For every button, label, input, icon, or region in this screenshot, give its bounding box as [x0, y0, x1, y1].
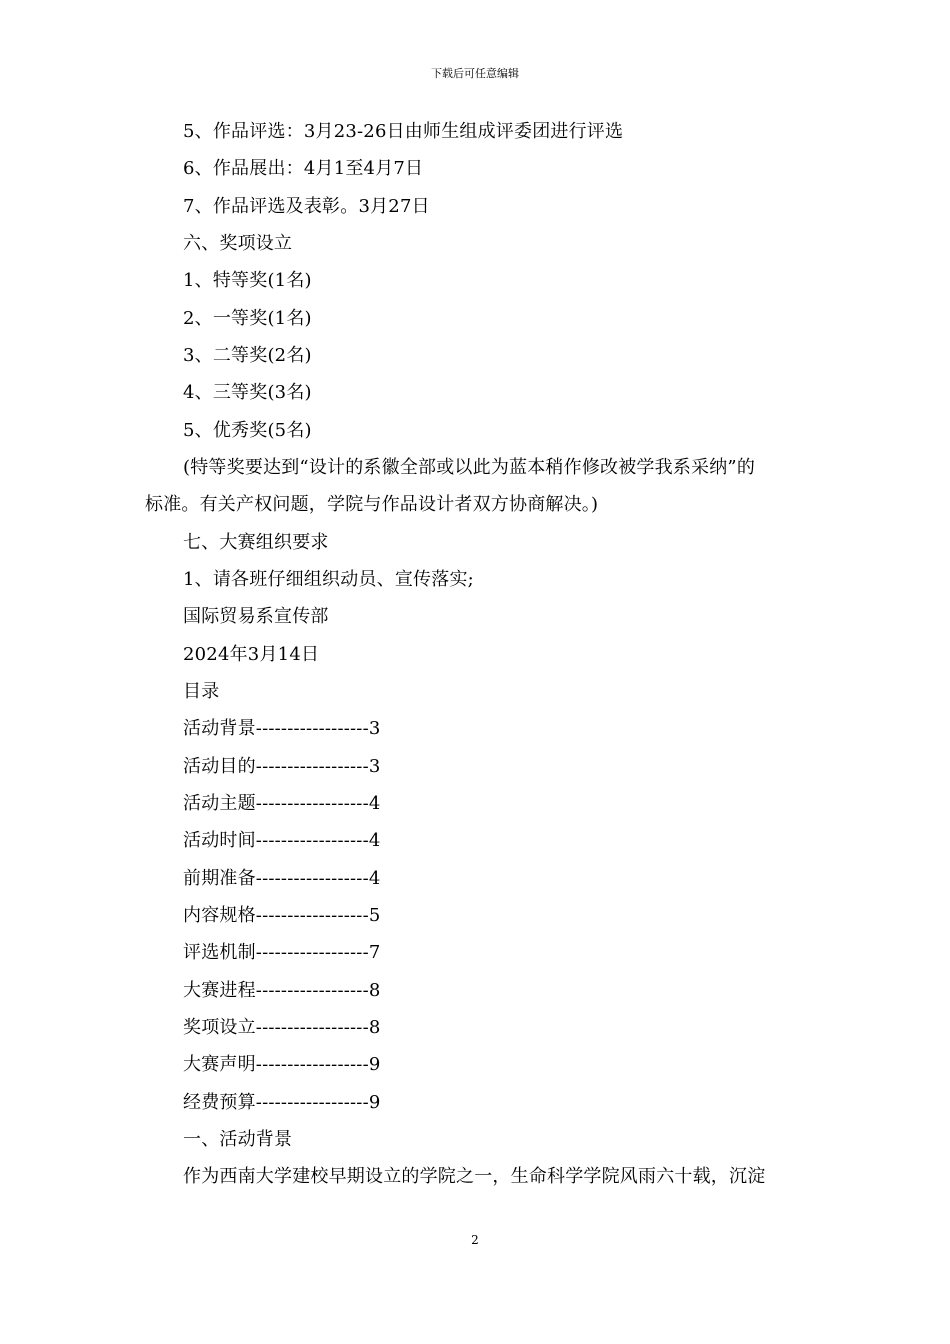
- toc-entry: 活动目的------------------3: [183, 756, 381, 777]
- toc-entry: 经费预算------------------9: [183, 1092, 381, 1113]
- text-line: (特等奖要达到“设计的系徽全部或以此为蓝本稍作修改被学我系采纳”的: [183, 457, 756, 478]
- text-line: 4、三等奖(3名): [183, 382, 312, 403]
- toc-entry: 大赛声明------------------9: [183, 1054, 381, 1075]
- section-heading: 七、大赛组织要求: [183, 532, 329, 553]
- toc-entry: 活动时间------------------4: [183, 830, 381, 851]
- text-line: 3、二等奖(2名): [183, 345, 312, 366]
- text-line: 国际贸易系宣传部: [183, 606, 329, 627]
- toc-entry: 活动背景------------------3: [183, 718, 381, 739]
- toc-entry: 内容规格------------------5: [183, 905, 381, 926]
- text-line: 2024年3月14日: [183, 644, 320, 665]
- text-line: 1、特等奖(1名): [183, 270, 312, 291]
- text-line: 标准。有关产权问题，学院与作品设计者双方协商解决。): [145, 494, 599, 515]
- toc-entry: 活动主题------------------4: [183, 793, 381, 814]
- toc-entry: 评选机制------------------7: [183, 942, 381, 963]
- text-line: 6、作品展出：4月1至4月7日: [183, 158, 424, 179]
- toc-heading: 目录: [183, 681, 220, 702]
- text-line: 5、作品评选：3月23-26日由师生组成评委团进行评选: [183, 121, 624, 142]
- text-line: 作为西南大学建校早期设立的学院之一，生命科学学院风雨六十载，沉淀: [183, 1166, 766, 1187]
- text-line: 7、作品评选及表彰。3月27日: [183, 196, 430, 217]
- page-number: 2: [471, 1233, 479, 1247]
- page-header: 下载后可任意编辑: [431, 67, 519, 80]
- section-heading: 六、奖项设立: [183, 233, 293, 254]
- text-line: 1、请各班仔细组织动员、宣传落实;: [183, 569, 474, 590]
- text-line: 5、优秀奖(5名): [183, 420, 312, 441]
- text-line: 2、一等奖(1名): [183, 308, 312, 329]
- toc-entry: 奖项设立------------------8: [183, 1017, 381, 1038]
- toc-entry: 大赛进程------------------8: [183, 980, 381, 1001]
- section-heading: 一、活动背景: [183, 1129, 293, 1150]
- toc-entry: 前期准备------------------4: [183, 868, 381, 889]
